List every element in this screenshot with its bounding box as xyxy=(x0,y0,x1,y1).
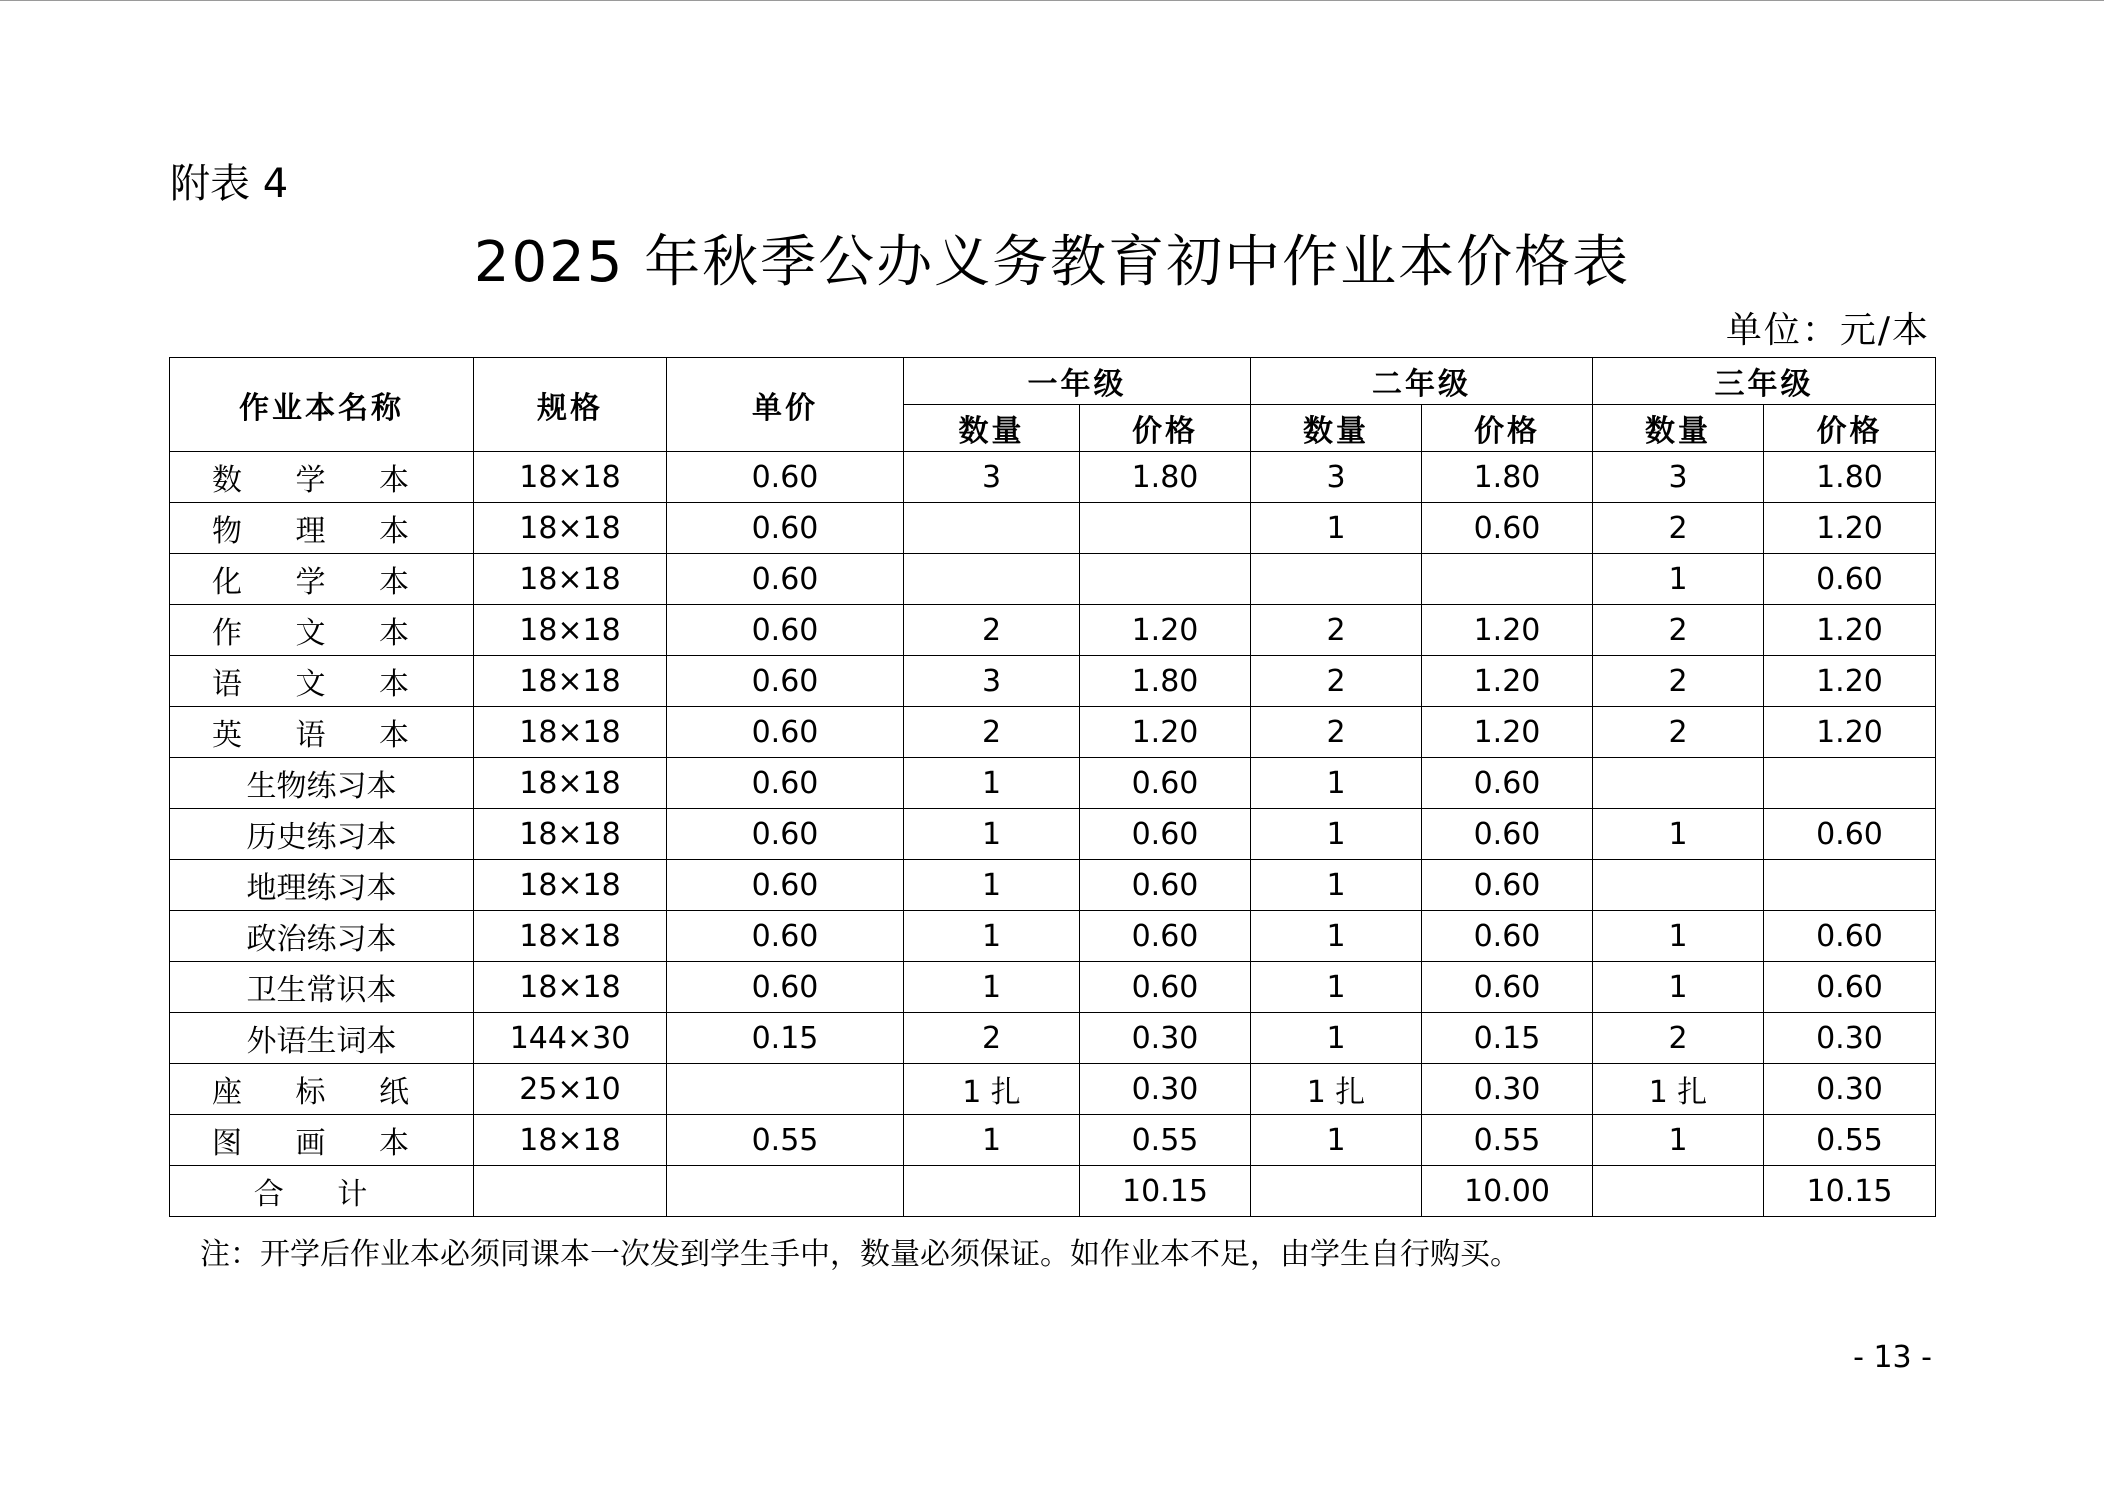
cell-g3-price: 1.80 xyxy=(1764,452,1936,503)
table-row xyxy=(170,962,1936,1013)
cell-g2-qty: 1 xyxy=(1251,503,1422,554)
cell-g1-qty: 1 扎 xyxy=(904,1064,1080,1115)
cell-g1-qty: 1 xyxy=(904,809,1080,860)
cell-g2-qty: 3 xyxy=(1251,452,1422,503)
cell-g2-qty xyxy=(1251,1166,1422,1217)
header-g1-qty: 数量 xyxy=(904,405,1080,452)
cell-name: 物 理 本 xyxy=(170,503,474,554)
cell-g2-qty: 1 xyxy=(1251,860,1422,911)
cell-name: 图 画 本 xyxy=(170,1115,474,1166)
cell-name: 历史练习本 xyxy=(170,809,474,860)
cell-spec xyxy=(474,1166,667,1217)
cell-spec: 18×18 xyxy=(474,1115,667,1166)
cell-g2-qty: 2 xyxy=(1251,605,1422,656)
table-row xyxy=(170,809,1936,860)
cell-g3-price: 0.60 xyxy=(1764,809,1936,860)
cell-g2-qty: 1 xyxy=(1251,1013,1422,1064)
header-grade-2: 二年级 xyxy=(1251,358,1593,405)
cell-unit-price: 0.60 xyxy=(667,554,904,605)
cell-g3-qty xyxy=(1593,1166,1764,1217)
table-row xyxy=(170,1166,1936,1217)
cell-spec: 18×18 xyxy=(474,860,667,911)
cell-name: 座 标 纸 xyxy=(170,1064,474,1115)
cell-g1-qty: 2 xyxy=(904,1013,1080,1064)
cell-g3-qty: 1 xyxy=(1593,554,1764,605)
cell-g2-qty: 1 xyxy=(1251,911,1422,962)
cell-g2-price: 0.55 xyxy=(1422,1115,1593,1166)
cell-unit-price: 0.60 xyxy=(667,911,904,962)
cell-spec: 18×18 xyxy=(474,503,667,554)
cell-unit-price xyxy=(667,1166,904,1217)
cell-g2-qty: 1 xyxy=(1251,758,1422,809)
cell-g2-price: 0.15 xyxy=(1422,1013,1593,1064)
cell-spec: 18×18 xyxy=(474,758,667,809)
footnote: 注：开学后作业本必须同课本一次发到学生手中，数量必须保证。如作业本不足，由学生自行购买。 xyxy=(200,1237,1520,1272)
cell-g2-qty: 1 xyxy=(1251,809,1422,860)
cell-g1-qty xyxy=(904,1166,1080,1217)
cell-g2-price: 0.60 xyxy=(1422,503,1593,554)
cell-spec: 18×18 xyxy=(474,656,667,707)
cell-g2-qty: 2 xyxy=(1251,656,1422,707)
cell-g2-price: 1.80 xyxy=(1422,452,1593,503)
cell-g3-qty: 3 xyxy=(1593,452,1764,503)
cell-g1-qty xyxy=(904,503,1080,554)
cell-g1-price: 0.60 xyxy=(1080,911,1251,962)
cell-g2-price: 0.60 xyxy=(1422,860,1593,911)
cell-g1-qty: 1 xyxy=(904,758,1080,809)
table-row xyxy=(170,656,1936,707)
cell-g1-price: 1.80 xyxy=(1080,452,1251,503)
cell-g3-qty xyxy=(1593,758,1764,809)
cell-g1-qty: 3 xyxy=(904,452,1080,503)
page-top-border xyxy=(0,0,2104,1)
cell-g2-price: 0.60 xyxy=(1422,809,1593,860)
cell-name: 化 学 本 xyxy=(170,554,474,605)
cell-g3-price: 1.20 xyxy=(1764,503,1936,554)
table-row xyxy=(170,860,1936,911)
cell-g3-price: 0.30 xyxy=(1764,1013,1936,1064)
table-row xyxy=(170,1013,1936,1064)
header-unit-price: 单价 xyxy=(667,358,904,452)
cell-g1-qty: 1 xyxy=(904,1115,1080,1166)
cell-g3-price: 0.60 xyxy=(1764,911,1936,962)
cell-spec: 18×18 xyxy=(474,605,667,656)
page-title: 2025 年秋季公办义务教育初中作业本价格表 xyxy=(473,230,1631,295)
cell-g3-price: 1.20 xyxy=(1764,605,1936,656)
cell-unit-price: 0.60 xyxy=(667,503,904,554)
header-spec: 规格 xyxy=(474,358,667,452)
cell-g1-price: 0.30 xyxy=(1080,1013,1251,1064)
cell-unit-price: 0.60 xyxy=(667,656,904,707)
cell-g1-price: 1.80 xyxy=(1080,656,1251,707)
header-g3-qty: 数量 xyxy=(1593,405,1764,452)
cell-g2-price: 0.60 xyxy=(1422,758,1593,809)
cell-spec: 18×18 xyxy=(474,707,667,758)
cell-g3-price: 0.60 xyxy=(1764,962,1936,1013)
header-g3-price: 价格 xyxy=(1764,405,1936,452)
cell-g2-price xyxy=(1422,554,1593,605)
cell-g3-qty: 1 xyxy=(1593,809,1764,860)
cell-spec: 18×18 xyxy=(474,911,667,962)
cell-unit-price: 0.15 xyxy=(667,1013,904,1064)
header-g2-price: 价格 xyxy=(1422,405,1593,452)
header-name: 作业本名称 xyxy=(170,358,474,452)
cell-name: 数 学 本 xyxy=(170,452,474,503)
cell-g1-qty: 2 xyxy=(904,707,1080,758)
cell-g2-price: 1.20 xyxy=(1422,605,1593,656)
cell-g1-qty xyxy=(904,554,1080,605)
cell-g1-price: 0.60 xyxy=(1080,860,1251,911)
cell-g1-price xyxy=(1080,503,1251,554)
cell-g1-price: 1.20 xyxy=(1080,707,1251,758)
table-row xyxy=(170,911,1936,962)
cell-g2-qty: 1 xyxy=(1251,1115,1422,1166)
header-g2-qty: 数量 xyxy=(1251,405,1422,452)
table-row xyxy=(170,605,1936,656)
cell-spec: 18×18 xyxy=(474,452,667,503)
cell-g3-qty xyxy=(1593,860,1764,911)
cell-name: 外语生词本 xyxy=(170,1013,474,1064)
cell-g1-price: 0.60 xyxy=(1080,809,1251,860)
cell-unit-price: 0.60 xyxy=(667,707,904,758)
cell-name: 语 文 本 xyxy=(170,656,474,707)
cell-g3-price xyxy=(1764,758,1936,809)
cell-g1-qty: 1 xyxy=(904,911,1080,962)
cell-g3-price: 0.30 xyxy=(1764,1064,1936,1115)
cell-g3-price: 0.60 xyxy=(1764,554,1936,605)
cell-g1-price xyxy=(1080,554,1251,605)
unit-label: 单位：元/本 xyxy=(1725,310,1930,351)
cell-name: 英 语 本 xyxy=(170,707,474,758)
cell-spec: 18×18 xyxy=(474,962,667,1013)
cell-g3-price: 0.55 xyxy=(1764,1115,1936,1166)
cell-g3-qty: 1 xyxy=(1593,962,1764,1013)
header-g1-price: 价格 xyxy=(1080,405,1251,452)
cell-spec: 144×30 xyxy=(474,1013,667,1064)
cell-name: 卫生常识本 xyxy=(170,962,474,1013)
table-row xyxy=(170,1064,1936,1115)
cell-g1-qty: 3 xyxy=(904,656,1080,707)
cell-g3-qty: 2 xyxy=(1593,1013,1764,1064)
cell-g1-price: 1.20 xyxy=(1080,605,1251,656)
table-row xyxy=(170,1115,1936,1166)
cell-g3-qty: 2 xyxy=(1593,503,1764,554)
table-body xyxy=(170,452,1936,1217)
page-number: - 13 - xyxy=(1853,1340,1932,1375)
cell-g2-price: 0.60 xyxy=(1422,962,1593,1013)
cell-g3-price: 1.20 xyxy=(1764,656,1936,707)
cell-g1-price: 10.15 xyxy=(1080,1166,1251,1217)
cell-unit-price xyxy=(667,1064,904,1115)
cell-g3-qty: 2 xyxy=(1593,707,1764,758)
cell-g1-price: 0.55 xyxy=(1080,1115,1251,1166)
cell-name: 合 计 xyxy=(170,1166,474,1217)
cell-unit-price: 0.60 xyxy=(667,452,904,503)
cell-g3-price: 10.15 xyxy=(1764,1166,1936,1217)
cell-g2-qty: 1 xyxy=(1251,962,1422,1013)
table-row xyxy=(170,554,1936,605)
cell-g3-qty: 1 扎 xyxy=(1593,1064,1764,1115)
cell-g2-price: 0.30 xyxy=(1422,1064,1593,1115)
cell-g2-qty xyxy=(1251,554,1422,605)
appendix-label: 附表 4 xyxy=(170,161,289,207)
cell-g2-price: 1.20 xyxy=(1422,656,1593,707)
cell-g1-price: 0.60 xyxy=(1080,962,1251,1013)
table-row xyxy=(170,758,1936,809)
cell-unit-price: 0.55 xyxy=(667,1115,904,1166)
cell-unit-price: 0.60 xyxy=(667,758,904,809)
cell-g3-qty: 1 xyxy=(1593,1115,1764,1166)
cell-g1-price: 0.30 xyxy=(1080,1064,1251,1115)
cell-g2-qty: 2 xyxy=(1251,707,1422,758)
price-table xyxy=(169,357,1936,1217)
cell-name: 政治练习本 xyxy=(170,911,474,962)
cell-spec: 25×10 xyxy=(474,1064,667,1115)
table-row xyxy=(170,503,1936,554)
cell-g2-price: 1.20 xyxy=(1422,707,1593,758)
cell-unit-price: 0.60 xyxy=(667,962,904,1013)
cell-g2-price: 0.60 xyxy=(1422,911,1593,962)
cell-name: 生物练习本 xyxy=(170,758,474,809)
cell-g1-price: 0.60 xyxy=(1080,758,1251,809)
cell-g3-qty: 2 xyxy=(1593,605,1764,656)
cell-unit-price: 0.60 xyxy=(667,809,904,860)
cell-g3-qty: 2 xyxy=(1593,656,1764,707)
cell-g3-qty: 1 xyxy=(1593,911,1764,962)
cell-g1-qty: 1 xyxy=(904,962,1080,1013)
table-row xyxy=(170,452,1936,503)
cell-g2-qty: 1 扎 xyxy=(1251,1064,1422,1115)
cell-unit-price: 0.60 xyxy=(667,860,904,911)
header-grade-3: 三年级 xyxy=(1593,358,1936,405)
header-grade-1: 一年级 xyxy=(904,358,1251,405)
cell-unit-price: 0.60 xyxy=(667,605,904,656)
cell-g2-price: 10.00 xyxy=(1422,1166,1593,1217)
cell-name: 作 文 本 xyxy=(170,605,474,656)
table-row xyxy=(170,707,1936,758)
cell-name: 地理练习本 xyxy=(170,860,474,911)
cell-spec: 18×18 xyxy=(474,554,667,605)
cell-g1-qty: 2 xyxy=(904,605,1080,656)
cell-g3-price: 1.20 xyxy=(1764,707,1936,758)
cell-g1-qty: 1 xyxy=(904,860,1080,911)
cell-g3-price xyxy=(1764,860,1936,911)
cell-spec: 18×18 xyxy=(474,809,667,860)
